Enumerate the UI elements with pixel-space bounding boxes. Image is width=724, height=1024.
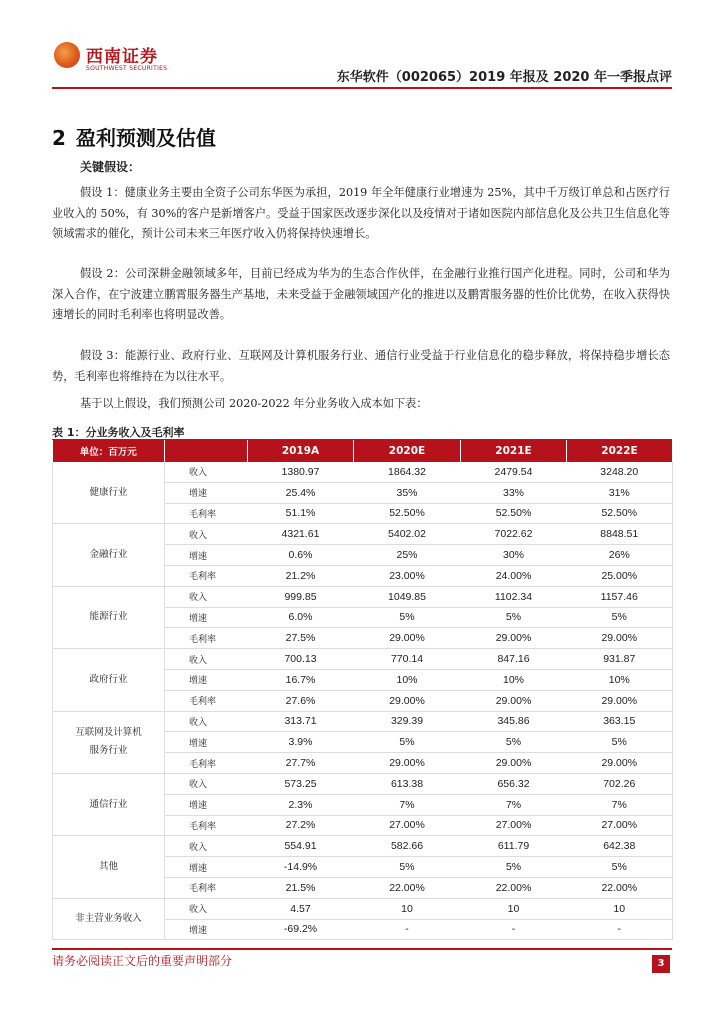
table-row <box>53 524 673 545</box>
value-cell: 613.38 <box>354 773 461 794</box>
segment-name-cell: 非主营业务收入 <box>53 898 165 940</box>
value-cell: 10 <box>567 898 673 919</box>
metric-cell: 毛利率 <box>165 628 248 649</box>
metric-cell: 收入 <box>165 586 248 607</box>
value-cell: 7% <box>567 794 673 815</box>
brand-subtitle: SOUTHWEST SECURITIES <box>86 65 168 72</box>
assumption-paragraph-2: 假设 2：公司深耕金融领域多年，目前已经成为华为的生态合作伙伴，在金融行业推行国产化进程。同时，公司和华为深入合作，在宁波建立鹏霄服务器生产基地，未来受益于金融领域国产化的推进以及鹏霄服务器的性价比优势，在收入获得快速增长的同时毛利率也将明显改善。 <box>52 267 670 321</box>
value-cell: 10% <box>354 669 461 690</box>
value-cell: 345.86 <box>461 711 567 732</box>
value-cell: 27.7% <box>248 753 354 774</box>
revenue-margin-table <box>52 440 673 940</box>
metric-cell: 收入 <box>165 462 248 482</box>
metric-cell: 增速 <box>165 857 248 878</box>
table-header-row <box>53 440 673 462</box>
forecast-intro-paragraph: 基于以上假设，我们预测公司 2020-2022 年分业务收入成本如下表： <box>80 397 428 410</box>
segment-name-cell: 通信行业 <box>53 773 165 835</box>
metric-cell: 收入 <box>165 836 248 857</box>
header-cell-unit: 单位：百万元 <box>53 440 165 462</box>
value-cell: 29.00% <box>354 690 461 711</box>
value-cell: 21.5% <box>248 877 354 898</box>
page-number: 3 <box>652 955 670 973</box>
metric-cell: 毛利率 <box>165 503 248 524</box>
metric-cell: 增速 <box>165 545 248 566</box>
value-cell: 29.00% <box>354 628 461 649</box>
footer-divider <box>52 948 672 950</box>
brand-emblem-icon <box>54 42 80 68</box>
assumption-paragraph-1: 假设 1：健康业务主要由全资子公司东华医为承担，2019 年全年健康行业增速为 25%，其中千万级订单总和占医疗行业收入的 50%，有 30%的客户是新增客户。受益于国家医改逐步深化以及疫情对于诸如医院内部信息化及公共卫生信息化等领域需求的催化，预计公司未来三年医疗收入仍将保持快速增长。 <box>52 186 670 240</box>
value-cell: 21.2% <box>248 565 354 586</box>
value-cell: 1102.34 <box>461 586 567 607</box>
value-cell: 2.3% <box>248 794 354 815</box>
segment-name-cell: 健康行业 <box>53 462 165 524</box>
value-cell: 29.00% <box>461 753 567 774</box>
value-cell: 770.14 <box>354 649 461 670</box>
value-cell: 5% <box>461 607 567 628</box>
value-cell: - <box>354 919 461 940</box>
value-cell: 24.00% <box>461 565 567 586</box>
segment-name-cell: 政府行业 <box>53 649 165 711</box>
value-cell: 27.5% <box>248 628 354 649</box>
value-cell: 5402.02 <box>354 524 461 545</box>
value-cell: 35% <box>354 482 461 503</box>
table-row <box>53 649 673 670</box>
value-cell: 573.25 <box>248 773 354 794</box>
value-cell: 25.4% <box>248 482 354 503</box>
value-cell: 7% <box>354 794 461 815</box>
section-title: 盈利预测及估值 <box>75 126 216 150</box>
value-cell: 313.71 <box>248 711 354 732</box>
metric-cell: 毛利率 <box>165 815 248 836</box>
value-cell: 52.50% <box>354 503 461 524</box>
table-caption: 表 1：分业务收入及毛利率 <box>52 426 185 439</box>
value-cell: 30% <box>461 545 567 566</box>
value-cell: -14.9% <box>248 857 354 878</box>
header-cell-2022e: 2022E <box>567 440 673 462</box>
footer-disclaimer: 请务必阅读正文后的重要声明部分 <box>52 954 233 968</box>
value-cell: 931.87 <box>567 649 673 670</box>
value-cell: 27.2% <box>248 815 354 836</box>
value-cell: 31% <box>567 482 673 503</box>
table-row <box>53 773 673 794</box>
metric-cell: 增速 <box>165 732 248 753</box>
value-cell: 33% <box>461 482 567 503</box>
table-row <box>53 586 673 607</box>
value-cell: 5% <box>354 857 461 878</box>
value-cell: 4.57 <box>248 898 354 919</box>
value-cell: 7022.62 <box>461 524 567 545</box>
value-cell: 5% <box>354 607 461 628</box>
metric-cell: 毛利率 <box>165 753 248 774</box>
value-cell: 5% <box>461 857 567 878</box>
value-cell: 656.32 <box>461 773 567 794</box>
table-row <box>53 462 673 482</box>
brand-logo <box>54 40 174 76</box>
value-cell: 52.50% <box>461 503 567 524</box>
value-cell: 1049.85 <box>354 586 461 607</box>
value-cell: 52.50% <box>567 503 673 524</box>
value-cell: 6.0% <box>248 607 354 628</box>
value-cell: 2479.54 <box>461 462 567 482</box>
segment-name-cell: 互联网及计算机 服务行业 <box>53 711 165 773</box>
value-cell: 22.00% <box>567 877 673 898</box>
value-cell: 329.39 <box>354 711 461 732</box>
brand-name: 西南证券 <box>86 47 158 67</box>
document-title: 东华软件（002065）2019 年报及 2020 年一季报点评 <box>336 70 672 85</box>
key-assumptions-label: 关键假设： <box>80 160 141 174</box>
value-cell: 582.66 <box>354 836 461 857</box>
segment-name-cell: 能源行业 <box>53 586 165 648</box>
table-row <box>53 711 673 732</box>
value-cell: 29.00% <box>461 690 567 711</box>
value-cell: 999.85 <box>248 586 354 607</box>
value-cell: 29.00% <box>567 753 673 774</box>
value-cell: 8848.51 <box>567 524 673 545</box>
value-cell: 0.6% <box>248 545 354 566</box>
value-cell: 26% <box>567 545 673 566</box>
segment-name-cell: 其他 <box>53 836 165 898</box>
value-cell: 7% <box>461 794 567 815</box>
value-cell: 700.13 <box>248 649 354 670</box>
table-body <box>53 462 673 940</box>
assumption-paragraph-3: 假设 3：能源行业、政府行业、互联网及计算机服务行业、通信行业受益于行业信息化的稳步释放，将保持稳步增长态势，毛利率也将维持在为以往水平。 <box>52 349 670 383</box>
value-cell: 10 <box>354 898 461 919</box>
metric-cell: 收入 <box>165 711 248 732</box>
value-cell: 27.00% <box>354 815 461 836</box>
value-cell: 27.00% <box>461 815 567 836</box>
value-cell: 16.7% <box>248 669 354 690</box>
header-cell-metric <box>165 440 248 462</box>
value-cell: 10% <box>567 669 673 690</box>
header-cell-2020e: 2020E <box>354 440 461 462</box>
value-cell: 5% <box>567 857 673 878</box>
value-cell: 23.00% <box>354 565 461 586</box>
value-cell: 10% <box>461 669 567 690</box>
header-divider <box>52 87 672 89</box>
page-header <box>0 0 724 92</box>
value-cell: 5% <box>567 607 673 628</box>
metric-cell: 毛利率 <box>165 690 248 711</box>
table-row <box>53 898 673 919</box>
value-cell: 27.6% <box>248 690 354 711</box>
value-cell: 1380.97 <box>248 462 354 482</box>
value-cell: 847.16 <box>461 649 567 670</box>
segment-name-cell: 金融行业 <box>53 524 165 586</box>
value-cell: 702.26 <box>567 773 673 794</box>
value-cell: 1157.46 <box>567 586 673 607</box>
value-cell: 611.79 <box>461 836 567 857</box>
metric-cell: 收入 <box>165 898 248 919</box>
value-cell: 22.00% <box>354 877 461 898</box>
metric-cell: 毛利率 <box>165 877 248 898</box>
value-cell: 27.00% <box>567 815 673 836</box>
value-cell: 4321.61 <box>248 524 354 545</box>
metric-cell: 收入 <box>165 649 248 670</box>
value-cell: - <box>567 919 673 940</box>
value-cell: 29.00% <box>461 628 567 649</box>
value-cell: 29.00% <box>354 753 461 774</box>
value-cell: 5% <box>461 732 567 753</box>
value-cell: 642.38 <box>567 836 673 857</box>
value-cell: 10 <box>461 898 567 919</box>
value-cell: 5% <box>354 732 461 753</box>
value-cell: 1864.32 <box>354 462 461 482</box>
value-cell: 51.1% <box>248 503 354 524</box>
value-cell: 3.9% <box>248 732 354 753</box>
header-cell-2019a: 2019A <box>248 440 354 462</box>
value-cell: 25% <box>354 545 461 566</box>
metric-cell: 增速 <box>165 919 248 940</box>
metric-cell: 毛利率 <box>165 565 248 586</box>
value-cell: 22.00% <box>461 877 567 898</box>
value-cell: 25.00% <box>567 565 673 586</box>
metric-cell: 收入 <box>165 524 248 545</box>
table-row <box>53 836 673 857</box>
section-number: 2 <box>52 126 66 150</box>
value-cell: 29.00% <box>567 690 673 711</box>
section-heading <box>52 122 216 151</box>
metric-cell: 增速 <box>165 669 248 690</box>
value-cell: -69.2% <box>248 919 354 940</box>
metric-cell: 增速 <box>165 607 248 628</box>
metric-cell: 收入 <box>165 773 248 794</box>
value-cell: 29.00% <box>567 628 673 649</box>
metric-cell: 增速 <box>165 794 248 815</box>
value-cell: - <box>461 919 567 940</box>
metric-cell: 增速 <box>165 482 248 503</box>
value-cell: 363.15 <box>567 711 673 732</box>
value-cell: 3248.20 <box>567 462 673 482</box>
value-cell: 5% <box>567 732 673 753</box>
value-cell: 554.91 <box>248 836 354 857</box>
header-cell-2021e: 2021E <box>461 440 567 462</box>
